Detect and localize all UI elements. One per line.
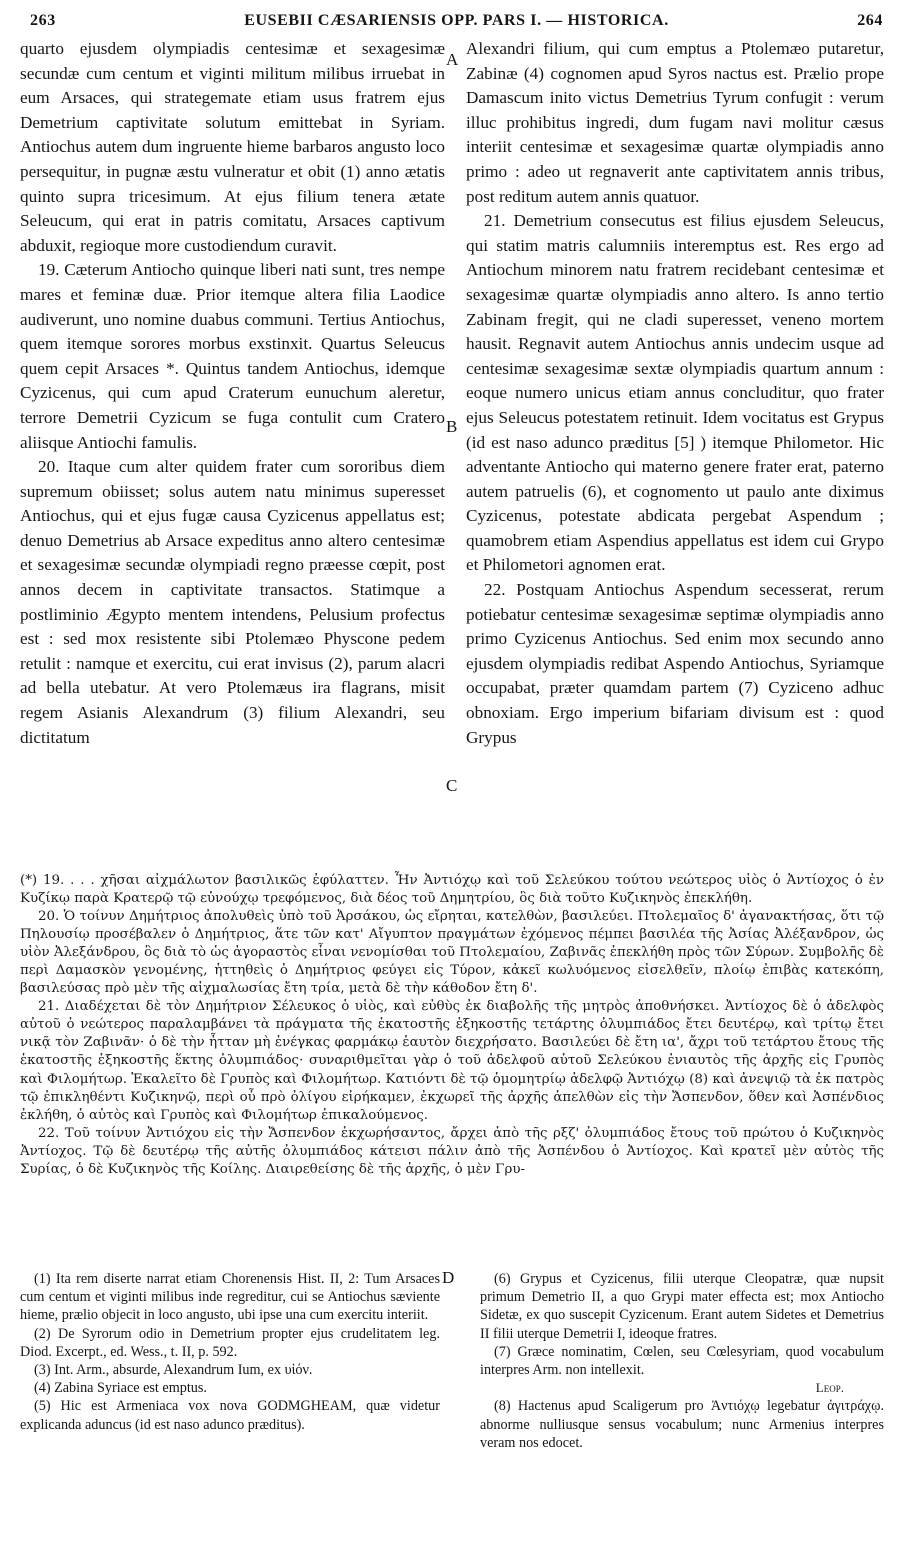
footnote-3: (3) Int. Arm., absurde, Alexandrum Ium, ex υἱόν. bbox=[34, 1362, 313, 1379]
running-head bbox=[30, 12, 883, 38]
footnote-4: (4) Zabina Syriace est emptus. bbox=[34, 1380, 207, 1397]
paragraph-22: 22. Postquam Antiochus Aspendum secesserat, rerum potiebatur centesimæ sexagesimæ septimæ olympiadis anno primo Cyzicenus Antiochus. Sed enim mox secundo anno ejusdem olympiadis redibat Aspendo Antiochus, Syriamque occupabat, præter quamdam partem (7) Cyziceno adhuc obnoxiam. Ergo imperium bifariam divisum est : quod Grypus bbox=[466, 580, 884, 747]
main-text-right-column bbox=[466, 37, 884, 750]
footnote-signoff: Leop. bbox=[815, 1380, 844, 1396]
footnote-8: (8) Hactenus apud Scaligerum pro Ἀντιόχῳ legebatur ἀγιτράχῳ. abnorme nulliusque sensus vocabulum; nunc Armenius interpres veram nos edocet. bbox=[480, 1398, 884, 1451]
margin-letter-c: C bbox=[446, 776, 458, 795]
paragraph-20: 20. Itaque cum alter quidem frater cum sororibus diem supremum obiisset; solus autem natu minimus superesset Antiochus, qui et ejus fugæ causa Cyzicenus appellatus est; denuo Demetrius ab Arsace expeditus anno altero centesimæ et sexagesimæ secundæ olympiadi regno præesse cœpit, post annos decem in captivitate transactos. Statimque a postliminio Ægypto mentem intendens, Pelusium profectus est : sed mox resistente sibi Ptolemæo Physcone pedem retulit : namque et exercitu, cui erat invisus (2), parum alacri ad bella utebatur. At vero Ptolemæus ira flagrans, misit regem Asianis Alexandrum (3) filium Alexandri, seu dictitatum bbox=[20, 457, 445, 747]
page-number-left: 263 bbox=[30, 12, 56, 29]
paragraph-21: 21. Demetrium consecutus est filius ejusdem Seleucus, qui statim matris calumniis interemptus est. Res ergo ad Antiochum minorem natu fratrem recidebant centesimæ et sexagesimæ quartæ olympiadis anno altero. Is anno tertio Zabinam fregit, qui ne cladi superesset, veneno mortem hausit. Regnavit autem Antiochus annis undecim usque ad centesimæ sexagesimæ sextæ olympiadis quartum annum : eoque numero unicus etiam annus concluditur, quo frater ejus Seleucus potestatem retinuit. Idem vocitatus est Grypus (id est naso adunco præditus [5] ) itemque Philometor. Hic adventante Antiocho qui materno genere frater erat, paterno autem patruelis (6), et cognomento ut paulo ante diximus Cyzicenus, potestate abdicata pergebat Aspendum ; quamobrem etiam Aspendius appellatus est idem cui Grypo et Philometori agnomen erat. bbox=[466, 211, 884, 575]
footnotes-left-column bbox=[20, 1270, 440, 1434]
greek-paragraph-21: 21. Διαδέχεται δὲ τὸν Δημήτριον Σέλευκος ὁ υἱὸς, καὶ εὐθὺς ἐκ διαβολῆς τῆς μητρὸς ἀποθνήσκει. Ἀντίοχος δὲ ὁ ἀδελφὸς αὐτοῦ ὁ νεώτερος παραλαμβάνει τὰ πράγματα τῆς ἑκατοστῆς ἑξηκοστῆς τετάρτης ὀλυμπιάδος ἔτει δευτέρῳ, καὶ τρίτῳ ἔτει νικᾷ τὸν Ζαβινᾶν· ὁ δὲ τὴν ἧτταν μὴ ἐνέγκας φαρμάκῳ ἑαυτὸν διεχρήσατο. Βασιλεύει δὲ ἔτη ια', ἄχρι τοῦ τετάρτου ἔτους τῆς ἑκατοστῆς ἑξηκοστῆς ἕκτης ὀλυμπιάδος· συναριθμεῖται γὰρ ὁ τοῦ ἀδελφοῦ αὐτοῦ Σελεύκου ἐνιαυτὸς τῆς ἀρχῆς εἰς Γρυπὸς καὶ Φιλομήτωρ. Ἐκαλεῖτο δὲ Γρυπὸς καὶ Φιλομήτωρ. Κατιόντι δὲ τῷ ὁμομητρίῳ ἀδελφῷ Ἀντιόχῳ (8) καὶ ἀνεψιῷ τὰ ἐκ πατρὸς τῷ ἐπικληθέντι Κυζικηνῷ, περὶ οὗ πρὸ ὀλίγου εἰρήκαμεν, ἐκχωρεῖ τῆς ἀρχῆς ἀπελθὼν εἰς τὴν Ἄσπενδον, ὅθεν καὶ Ἀσπένδιος ἐκλήθη, ὁ αὐτὸς καὶ Γρυπὸς καὶ Φιλομήτωρ ἐπικαλούμενος. bbox=[20, 999, 884, 1123]
paragraph-18-end: quarto ejusdem olympiadis centesimæ et sexagesimæ secundæ cum centum et viginti militum milibus irruebat in eum Arsaces, qui strategemate etiam usus fratrem ejus Demetrium captivitate solutum emittebat in Syriam. Antiochus autem dum ingruente hieme barbaros angusto loco persequitur, in pugnæ æstu vulneratur et obit (1) anno ætatis quinto supra tricesimum. At ejus filium tenera ætate Seleucum, qui erat in patris comitatu, Arsaces captivum abduxit, regioque more custodiendum curavit. bbox=[20, 39, 445, 255]
greek-paragraph-20: 20. Ὁ τοίνυν Δημήτριος ἀπολυθεὶς ὑπὸ τοῦ Ἀρσάκου, ὡς εἴρηται, κατελθὼν, βασιλεύει. Πτολεμαῖος δ' ἀγανακτήσας, ὅτι τῷ Πηλουσίῳ προσέβαλεν ὁ Δημήτριος, ἅτε τῶν κατ' Αἴγυπτον πραγμάτων ἐχόμενος πέμπει βασιλέα τῆς Ἀσίας Ἀλέξανδρον, ὡς υἱὸν Ἀλεξάνδρου, ὃς διὰ τὸ ὡς ἀγοραστὸς εἶναι νενομίσθαι τοῦ Πτολεμαίου, Ζαβινᾶς ἐπεκλήθη πρὸς τῶν Σύρων. Συμβολῆς δὲ περὶ Δαμασκὸν γενομένης, ἡττηθεὶς ὁ Δημήτριος φεύγει εἰς Τύρον, κἀκεῖ κωλυόμενος εἰσελθεῖν, πλοίῳ ἐπιβὰς κατεκόπη, βασιλεύσας πρὸ μὲν τῆς αἰχμαλωσίας ἔτη τρία, μετὰ δὲ τὴν κάθοδον ἔτη δ'. bbox=[20, 909, 884, 997]
main-text-left-column bbox=[20, 37, 445, 750]
greek-text-block bbox=[20, 872, 884, 1179]
footnote-5: (5) Hic est Armeniaca vox nova GODMGHEAM, quæ videtur explicanda aduncus (id est naso adunco præditus). bbox=[20, 1398, 440, 1433]
margin-letter-a: A bbox=[446, 50, 459, 69]
page-number-right: 264 bbox=[857, 12, 883, 29]
margin-letter-b: B bbox=[446, 417, 458, 436]
footnote-7: (7) Græce nominatim, Cœlen, seu Cœlesyriam, quod vocabulum interpres Arm. non intellexit. bbox=[480, 1343, 884, 1379]
paragraph-20-end: Alexandri filium, qui cum emptus a Ptolemæo putaretur, Zabinæ (4) cognomen apud Syros nactus est. Prælio prope Damascum inito victus Demetrius Tyrum confugit : verum illuc prohibitus ingredi, dum fugam navi molitur cæsus interiit centesimæ et sexagesimæ quartæ olympiadis anno primo : adeo ut regnaverit ante captivitatem annis tribus, post reditum autem annis quatuor. bbox=[466, 39, 884, 206]
greek-paragraph-22: 22. Τοῦ τοίνυν Ἀντιόχου εἰς τὴν Ἄσπενδον ἐκχωρήσαντος, ἄρχει ἀπὸ τῆς ρξζ' ὀλυμπιάδος ἔτους τοῦ πρώτου ὁ Κυζικηνὸς Ἀντίοχος. Τῷ δὲ δευτέρῳ τῆς αὐτῆς ὀλυμπιάδος κάτεισι πάλιν ἀπὸ τῆς Ἀσπένδου ὁ Ἀντίοχος. Καὶ κρατεῖ μὲν αὐτὸς τῆς Συρίας, ὁ δὲ Κυζικηνὸς τῆς Κοίλης. Διαιρεθείσης δὲ τῆς ἀρχῆς, ὁ μὲν Γρυ- bbox=[20, 1125, 884, 1177]
footnotes-right-column bbox=[480, 1270, 884, 1452]
footnote-2: (2) De Syrorum odio in Demetrium propter ejus crudelitatem leg. Diod. Excerpt., ed. Wess., t. II, p. 592. bbox=[20, 1325, 440, 1360]
footnote-1: (1) Ita rem diserte narrat etiam Chorenensis Hist. II, 2: Tum Arsaces cum centum et viginti milibus inde regreditur, cui se Antiochus sæviente hieme, prælio objecit in loco angusto, ubi ipse una cum exercitu interiit. bbox=[20, 1271, 440, 1324]
running-title: EUSEBII CÆSARIENSIS OPP. PARS I. — HISTORICA. bbox=[244, 12, 669, 29]
footnote-6: (6) Grypus et Cyzicenus, filii uterque Cleopatræ, quæ nupsit primum Demetrio II, a quo Grypi mater effecta est; mox Antiocho Sidetæ, ex quo suscepit Cyzicenum. Erant autem Sidetes et Demetrius II filii uterque Demetrii I, ideoque fratres. bbox=[480, 1271, 884, 1342]
greek-paragraph-19: (*) 19. . . . χῆσαι αἰχμάλωτον βασιλικῶς ἐφύλαττεν. Ἦν Ἀντιόχῳ καὶ τοῦ Σελεύκου τούτου νεώτερος υἱὸς ὁ Ἀντίοχος ὁ ἐν Κυζίκῳ παρὰ Κρατερῷ τῷ εὐνούχῳ τρεφόμενος, διὰ δέος τοῦ Δημητρίου, ὃς διὰ τοῦτο Κυζικηνὸς ἐπεκλήθη. bbox=[20, 873, 884, 907]
margin-letter-d: D bbox=[442, 1268, 455, 1287]
paragraph-19: 19. Cæterum Antiocho quinque liberi nati sunt, tres nempe mares et feminæ duæ. Prior itemque altera filia Laodice audiverunt, uno nomine duabus communi. Tertius Antiochus, quem itemque sorores morbus exstinxit. Quartus Seleucus quem cepit Arsaces *. Quintus tandem Antiochus, idemque Cyzicenus, qui cum apud Craterum eunuchum aleretur, terrore Demetrii Cyzicum se fuga contulit cum Cratero aliisque Antiochi famulis. bbox=[20, 260, 445, 452]
